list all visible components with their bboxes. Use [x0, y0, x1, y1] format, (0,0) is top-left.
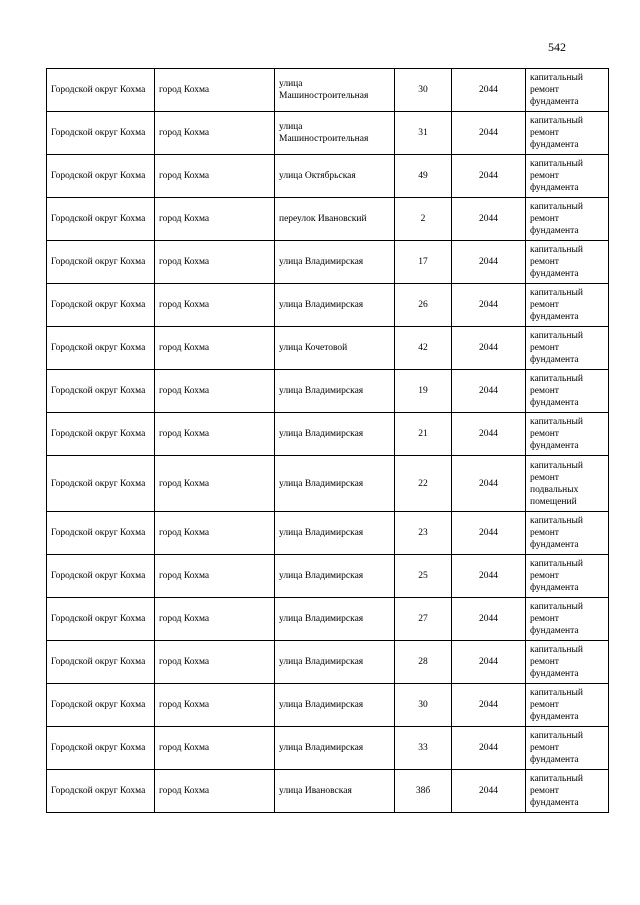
table-row	[47, 241, 609, 284]
year-cell: 2044	[452, 727, 526, 770]
table-row	[47, 770, 609, 813]
table-row	[47, 512, 609, 555]
settlement-cell: город Кохма	[155, 241, 275, 284]
work-type-cell: капитальный ремонт фундамента	[526, 727, 609, 770]
table-row	[47, 327, 609, 370]
table-row	[47, 112, 609, 155]
settlement-cell: город Кохма	[155, 512, 275, 555]
page-number: 542	[548, 40, 566, 54]
house-number-cell: 31	[395, 112, 452, 155]
street-cell: улица Владимирская	[275, 555, 395, 598]
settlement-cell: город Кохма	[155, 555, 275, 598]
district-cell: Городской округ Кохма	[47, 112, 155, 155]
settlement-cell: город Кохма	[155, 413, 275, 456]
table-row	[47, 198, 609, 241]
district-cell: Городской округ Кохма	[47, 370, 155, 413]
settlement-cell: город Кохма	[155, 198, 275, 241]
district-cell: Городской округ Кохма	[47, 155, 155, 198]
street-cell: улица Владимирская	[275, 512, 395, 555]
district-cell: Городской округ Кохма	[47, 598, 155, 641]
street-cell: улица Машиностроительная	[275, 69, 395, 112]
table-row	[47, 727, 609, 770]
settlement-cell: город Кохма	[155, 598, 275, 641]
year-cell: 2044	[452, 69, 526, 112]
work-type-cell: капитальный ремонт фундамента	[526, 684, 609, 727]
district-cell: Городской округ Кохма	[47, 327, 155, 370]
work-type-cell: капитальный ремонт фундамента	[526, 284, 609, 327]
year-cell: 2044	[452, 241, 526, 284]
settlement-cell: город Кохма	[155, 456, 275, 512]
street-cell: переулок Ивановский	[275, 198, 395, 241]
settlement-cell: город Кохма	[155, 770, 275, 813]
table-row	[47, 555, 609, 598]
table-row	[47, 684, 609, 727]
street-cell: улица Владимирская	[275, 684, 395, 727]
work-type-cell: капитальный ремонт фундамента	[526, 641, 609, 684]
district-cell: Городской округ Кохма	[47, 727, 155, 770]
settlement-cell: город Кохма	[155, 327, 275, 370]
table-body	[47, 69, 609, 813]
table-row	[47, 456, 609, 512]
year-cell: 2044	[452, 198, 526, 241]
district-cell: Городской округ Кохма	[47, 512, 155, 555]
work-type-cell: капитальный ремонт фундамента	[526, 241, 609, 284]
district-cell: Городской округ Кохма	[47, 198, 155, 241]
work-type-cell: капитальный ремонт фундамента	[526, 598, 609, 641]
district-cell: Городской округ Кохма	[47, 641, 155, 684]
house-number-cell: 30	[395, 684, 452, 727]
work-type-cell: капитальный ремонт подвальных помещений	[526, 456, 609, 512]
year-cell: 2044	[452, 370, 526, 413]
house-number-cell: 42	[395, 327, 452, 370]
settlement-cell: город Кохма	[155, 727, 275, 770]
table-row	[47, 641, 609, 684]
house-number-cell: 33	[395, 727, 452, 770]
year-cell: 2044	[452, 327, 526, 370]
house-number-cell: 49	[395, 155, 452, 198]
year-cell: 2044	[452, 512, 526, 555]
house-number-cell: 23	[395, 512, 452, 555]
street-cell: улица Владимирская	[275, 370, 395, 413]
settlement-cell: город Кохма	[155, 684, 275, 727]
work-type-cell: капитальный ремонт фундамента	[526, 370, 609, 413]
house-number-cell: 2	[395, 198, 452, 241]
table-row	[47, 598, 609, 641]
district-cell: Городской округ Кохма	[47, 284, 155, 327]
house-number-cell: 19	[395, 370, 452, 413]
house-number-cell: 21	[395, 413, 452, 456]
house-number-cell: 27	[395, 598, 452, 641]
year-cell: 2044	[452, 155, 526, 198]
district-cell: Городской округ Кохма	[47, 456, 155, 512]
district-cell: Городской округ Кохма	[47, 241, 155, 284]
street-cell: улица Владимирская	[275, 284, 395, 327]
work-type-cell: капитальный ремонт фундамента	[526, 413, 609, 456]
house-number-cell: 17	[395, 241, 452, 284]
year-cell: 2044	[452, 641, 526, 684]
work-type-cell: капитальный ремонт фундамента	[526, 112, 609, 155]
year-cell: 2044	[452, 770, 526, 813]
house-number-cell: 28	[395, 641, 452, 684]
street-cell: улица Владимирская	[275, 598, 395, 641]
house-number-cell: 25	[395, 555, 452, 598]
house-number-cell: 30	[395, 69, 452, 112]
district-cell: Городской округ Кохма	[47, 555, 155, 598]
street-cell: улица Кочетовой	[275, 327, 395, 370]
work-type-cell: капитальный ремонт фундамента	[526, 770, 609, 813]
year-cell: 2044	[452, 684, 526, 727]
work-type-cell: капитальный ремонт фундамента	[526, 555, 609, 598]
table-row	[47, 69, 609, 112]
work-type-cell: капитальный ремонт фундамента	[526, 327, 609, 370]
street-cell: улица Октябрьская	[275, 155, 395, 198]
table-row	[47, 155, 609, 198]
district-cell: Городской округ Кохма	[47, 69, 155, 112]
table-row	[47, 370, 609, 413]
settlement-cell: город Кохма	[155, 370, 275, 413]
street-cell: улица Владимирская	[275, 727, 395, 770]
street-cell: улица Владимирская	[275, 241, 395, 284]
house-number-cell: 38б	[395, 770, 452, 813]
work-type-cell: капитальный ремонт фундамента	[526, 198, 609, 241]
street-cell: улица Машиностроительная	[275, 112, 395, 155]
year-cell: 2044	[452, 456, 526, 512]
year-cell: 2044	[452, 112, 526, 155]
work-type-cell: капитальный ремонт фундамента	[526, 512, 609, 555]
work-type-cell: капитальный ремонт фундамента	[526, 155, 609, 198]
district-cell: Городской округ Кохма	[47, 684, 155, 727]
year-cell: 2044	[452, 284, 526, 327]
house-number-cell: 22	[395, 456, 452, 512]
year-cell: 2044	[452, 598, 526, 641]
house-number-cell: 26	[395, 284, 452, 327]
district-cell: Городской округ Кохма	[47, 413, 155, 456]
settlement-cell: город Кохма	[155, 69, 275, 112]
year-cell: 2044	[452, 413, 526, 456]
work-type-cell: капитальный ремонт фундамента	[526, 69, 609, 112]
street-cell: улица Владимирская	[275, 456, 395, 512]
street-cell: улица Ивановская	[275, 770, 395, 813]
table-row	[47, 413, 609, 456]
district-cell: Городской округ Кохма	[47, 770, 155, 813]
settlement-cell: город Кохма	[155, 284, 275, 327]
year-cell: 2044	[452, 555, 526, 598]
table-row	[47, 284, 609, 327]
street-cell: улица Владимирская	[275, 413, 395, 456]
repair-schedule-table	[46, 68, 609, 813]
settlement-cell: город Кохма	[155, 112, 275, 155]
settlement-cell: город Кохма	[155, 155, 275, 198]
street-cell: улица Владимирская	[275, 641, 395, 684]
settlement-cell: город Кохма	[155, 641, 275, 684]
